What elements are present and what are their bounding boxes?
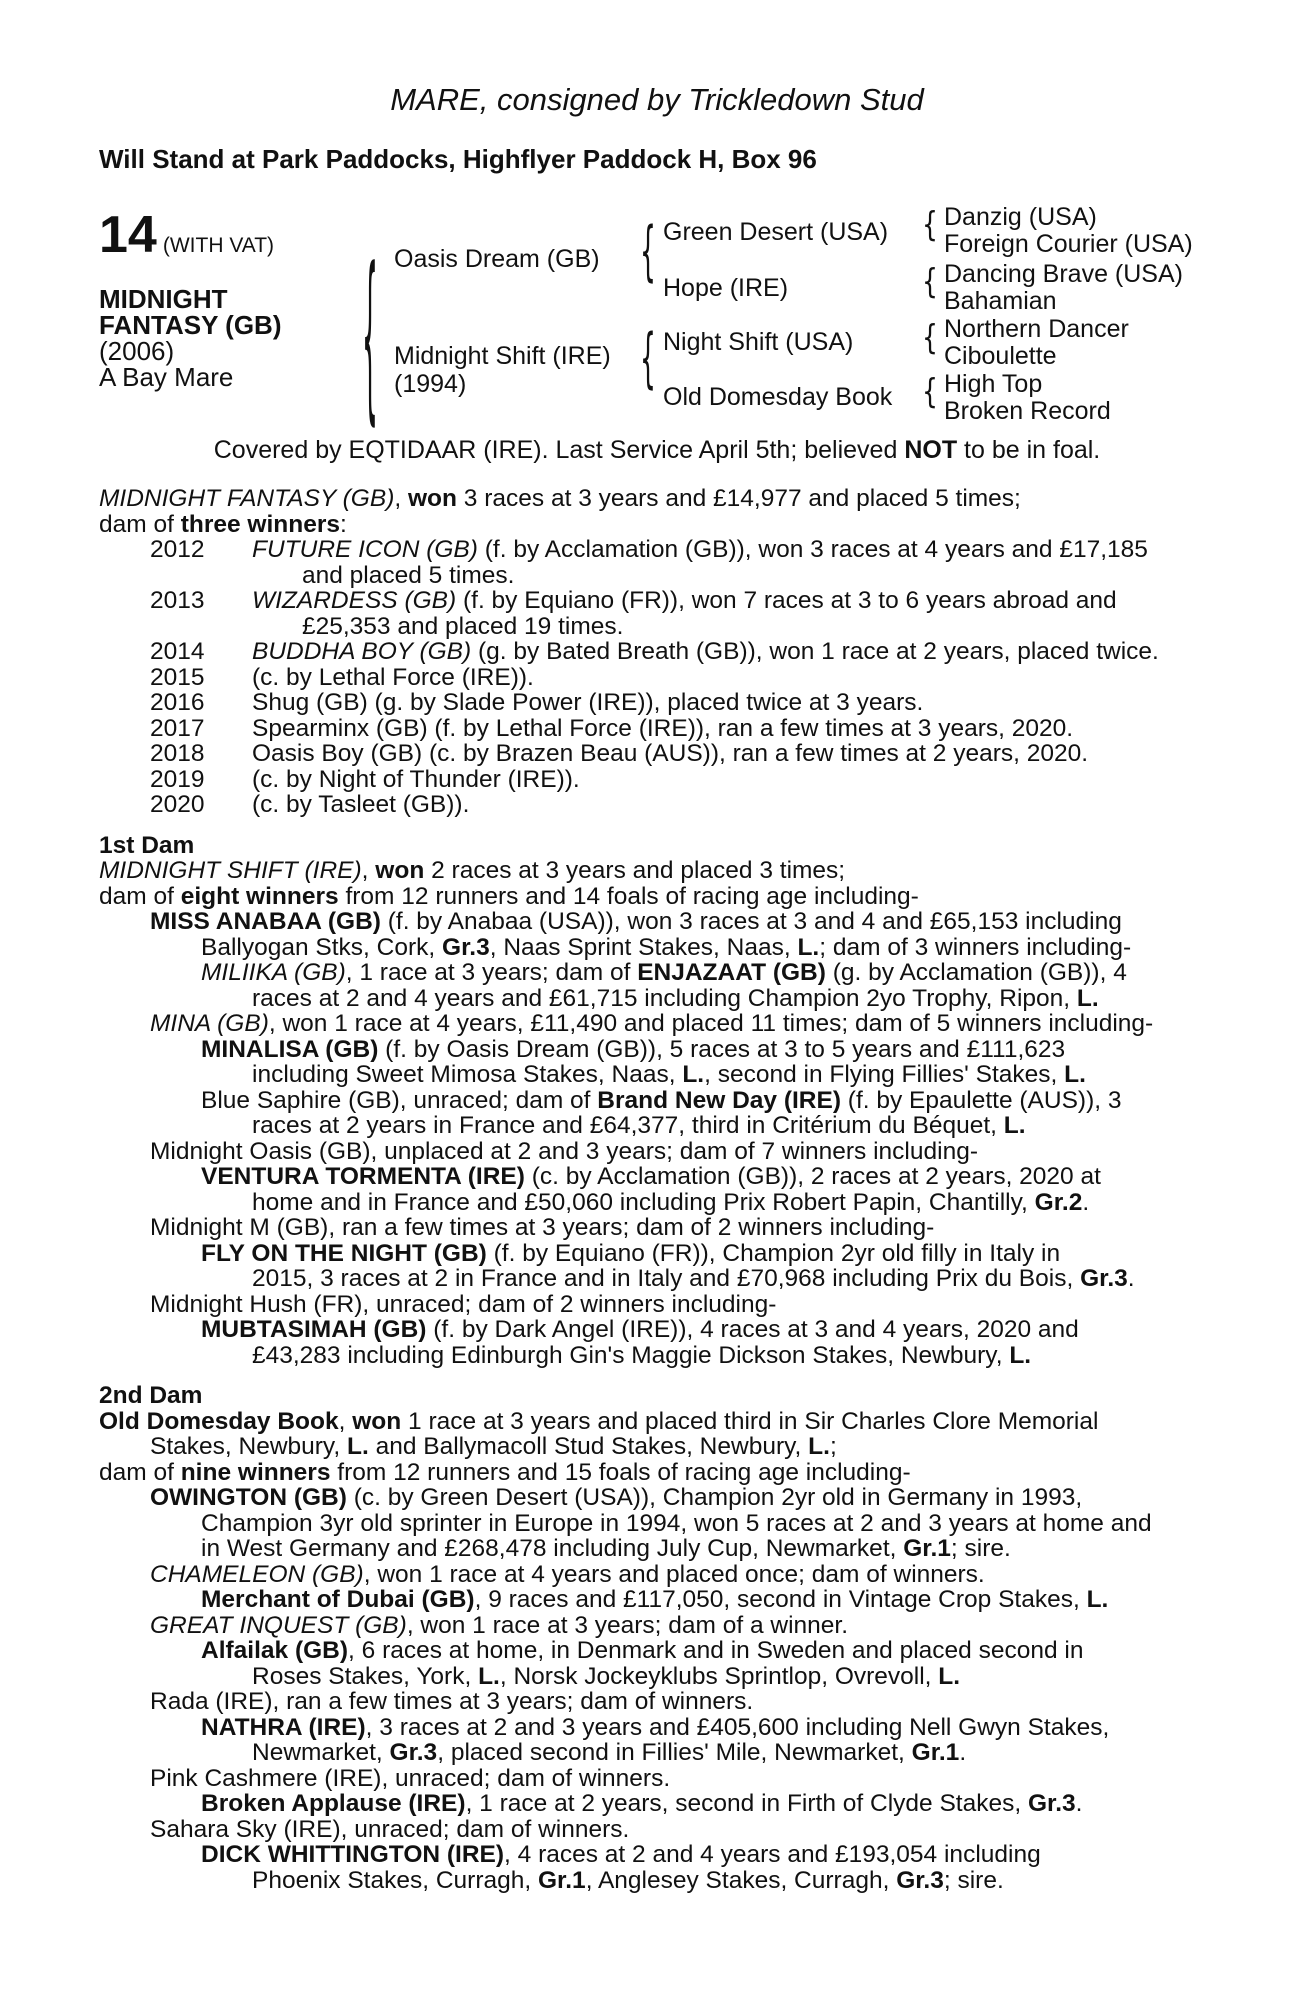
produce-intro: MIDNIGHT FANTASY (GB), won 3 races at 3 years and £14,977 and placed 5 times;	[99, 485, 1021, 512]
covering-not: NOT	[904, 436, 958, 464]
first-dam-line: Midnight Hush (FR), unraced; dam of 2 winners including-	[150, 1290, 777, 1318]
covering-text-end: to be in foal.	[957, 436, 1101, 464]
second-dam-line: dam of nine winners from 12 runners and 15 foals of racing age including-	[99, 1458, 911, 1486]
first-dam-line: MISS ANABAA (GB) (f. by Anabaa (USA)), won 3 races at 3 and 4 and £65,153 including	[150, 908, 1122, 935]
produce-row: 2012 FUTURE ICON (GB) (f. by Acclamation (GB)), won 3 races at 4 years and £17,185	[150, 536, 1148, 563]
first-dam-line: including Sweet Mimosa Stakes, Naas, L., second in Flying Fillies' Stakes, L.	[252, 1061, 1086, 1088]
pedigree-g1: Danzig (USA)	[944, 203, 1097, 231]
produce-row: 2019 (c. by Night of Thunder (IRE)).	[150, 765, 580, 793]
horse-description: A Bay Mare	[99, 362, 234, 392]
pedigree-brace-g1: {	[922, 205, 938, 245]
produce-row: 2013 WIZARDESS (GB) (f. by Equiano (FR)), won 7 races at 3 to 6 years abroad and	[150, 587, 1117, 614]
second-dam-line: Merchant of Dubai (GB), 9 races and £117,050, second in Vintage Crop Stakes, L.	[201, 1586, 1109, 1613]
produce-row: 2017 Spearminx (GB) (f. by Lethal Force (IRE)), ran a few times at 3 years, 2020.	[150, 714, 1074, 742]
pedigree-g2: Foreign Courier (USA)	[944, 230, 1193, 258]
first-dam-line: MUBTASIMAH (GB) (f. by Dark Angel (IRE)), 4 races at 3 and 4 years, 2020 and	[201, 1316, 1079, 1343]
lot-number: 14	[99, 206, 157, 264]
produce-row-cont: £25,353 and placed 19 times.	[302, 612, 624, 640]
horse-identity	[99, 286, 281, 390]
first-dam-line: MILIIKA (GB), 1 race at 3 years; dam of ENJAZAAT (GB) (g. by Acclamation (GB)), 4	[201, 959, 1127, 986]
second-dam-line: Pink Cashmere (IRE), unraced; dam of winners.	[150, 1764, 671, 1792]
catalogue-body	[99, 486, 1204, 1893]
first-dam-line: Ballyogan Stks, Cork, Gr.3, Naas Sprint Stakes, Naas, L.; dam of 3 winners including-	[201, 933, 1132, 961]
vat-note: (WITH VAT)	[162, 234, 275, 257]
produce-row: 2020 (c. by Tasleet (GB)).	[150, 791, 470, 818]
pedigree-dam-sire: Night Shift (USA)	[663, 328, 854, 356]
first-dam-line: races at 2 and 4 years and £61,715 including Champion 2yo Trophy, Ripon, L.	[252, 984, 1099, 1012]
first-dam-line: 2015, 3 races at 2 in France and in Italy and £70,968 including Prix du Bois, Gr.3.	[252, 1265, 1135, 1292]
stand-location: Will Stand at Park Paddocks, Highflyer Paddock H, Box 96	[99, 144, 817, 174]
first-dam-line: dam of eight winners from 12 runners and 14 foals of racing age including-	[99, 882, 919, 910]
lot-number-block	[99, 205, 274, 265]
pedigree-g5: Northern Dancer	[944, 315, 1129, 343]
pedigree-g7: High Top	[944, 370, 1043, 398]
pedigree-g8: Broken Record	[944, 397, 1111, 425]
second-dam-line: GREAT INQUEST (GB), won 1 race at 3 years; dam of a winner.	[150, 1611, 849, 1639]
second-dam-line: OWINGTON (GB) (c. by Green Desert (USA)), Champion 2yr old in Germany in 1993,	[150, 1484, 1083, 1511]
second-dam-line: Newmarket, Gr.3, placed second in Fillies' Mile, Newmarket, Gr.1.	[252, 1739, 967, 1766]
pedigree-brace-sire: {	[640, 213, 656, 289]
pedigree-brace-g4: {	[922, 372, 938, 412]
pedigree-sire-sire: Green Desert (USA)	[663, 218, 889, 246]
pedigree-brace-dam: {	[640, 320, 656, 396]
pedigree-g6: Ciboulette	[944, 342, 1057, 370]
second-dam-line: CHAMELEON (GB), won 1 race at 4 years and placed once; dam of winners.	[150, 1560, 985, 1588]
horse-name-line2: FANTASY (GB)	[99, 310, 282, 340]
page-title: MARE, consigned by Trickledown Stud	[390, 82, 924, 117]
covering-note	[0, 436, 1314, 465]
first-dam-line: MIDNIGHT SHIFT (IRE), won 2 races at 3 years and placed 3 times;	[99, 857, 846, 884]
horse-name-line1: MIDNIGHT	[99, 284, 228, 314]
second-dam-line: Broken Applause (IRE), 1 race at 2 years, second in Firth of Clyde Stakes, Gr.3.	[201, 1790, 1083, 1817]
first-dam-line: MINA (GB), won 1 race at 4 years, £11,490 and placed 11 times; dam of 5 winners including-	[150, 1010, 1154, 1037]
second-dam-line: Rada (IRE), ran a few times at 3 years; dam of winners.	[150, 1688, 754, 1715]
first-dam-line: £43,283 including Edinburgh Gin's Maggie Dickson Stakes, Newbury, L.	[252, 1341, 1032, 1369]
pedigree-sire-dam: Hope (IRE)	[663, 274, 789, 302]
first-dam-line: Blue Saphire (GB), unraced; dam of Brand New Day (IRE) (f. by Epaulette (AUS)), 3	[201, 1086, 1122, 1114]
produce-row: 2014 BUDDHA BOY (GB) (g. by Bated Breath (GB)), won 1 race at 2 years, placed twice.	[150, 638, 1159, 665]
pedigree-g4: Bahamian	[944, 287, 1057, 315]
produce-dam-of: dam of three winners:	[99, 510, 347, 538]
first-dam-line: Midnight Oasis (GB), unplaced at 2 and 3 years; dam of 7 winners including-	[150, 1137, 978, 1165]
second-dam-line: Alfailak (GB), 6 races at home, in Denmark and in Sweden and placed second in	[201, 1637, 1084, 1664]
second-dam-line: Roses Stakes, York, L., Norsk Jockeyklubs Sprintlop, Ovrevoll, L.	[252, 1662, 961, 1690]
second-dam-line: in West Germany and £268,478 including July Cup, Newmarket, Gr.1; sire.	[201, 1535, 1011, 1562]
pedigree-g3: Dancing Brave (USA)	[944, 260, 1183, 288]
produce-row: 2018 Oasis Boy (GB) (c. by Brazen Beau (AUS)), ran a few times at 2 years, 2020.	[150, 740, 1089, 767]
second-dam-line: Stakes, Newbury, L. and Ballymacoll Stud Stakes, Newbury, L.;	[150, 1433, 837, 1460]
second-dam-line: NATHRA (IRE), 3 races at 2 and 3 years and £405,600 including Nell Gwyn Stakes,	[201, 1713, 1110, 1741]
pedigree-sire: Oasis Dream (GB)	[394, 245, 600, 273]
produce-row: 2015 (c. by Lethal Force (IRE)).	[150, 663, 534, 691]
produce-row-cont: and placed 5 times.	[302, 561, 515, 589]
second-dam-heading: 2nd Dam	[99, 1382, 203, 1409]
covering-text: Covered by EQTIDAAR (IRE). Last Service April 5th; believed	[213, 436, 905, 464]
first-dam-line: Midnight M (GB), ran a few times at 3 years; dam of 2 winners including-	[150, 1214, 935, 1241]
first-dam-line: races at 2 years in France and £64,377, third in Critérium du Béquet, L.	[252, 1112, 1026, 1139]
second-dam-line: Sahara Sky (IRE), unraced; dam of winners.	[150, 1815, 630, 1843]
pedigree-dam-year: (1994)	[394, 370, 467, 398]
pedigree-dam-dam: Old Domesday Book	[663, 383, 893, 411]
first-dam-line: home and in France and £50,060 including Prix Robert Papin, Chantilly, Gr.2.	[252, 1188, 1090, 1216]
first-dam-line: MINALISA (GB) (f. by Oasis Dream (GB)), 5 races at 3 to 5 years and £111,623	[201, 1035, 1066, 1063]
second-dam-line: Phoenix Stakes, Curragh, Gr.1, Anglesey Stakes, Curragh, Gr.3; sire.	[252, 1866, 1004, 1894]
horse-year: (2006)	[99, 336, 175, 366]
second-dam-line: Champion 3yr old sprinter in Europe in 1994, won 5 races at 2 and 3 years at home and	[201, 1509, 1152, 1537]
first-dam-heading: 1st Dam	[99, 831, 195, 859]
second-dam-line: DICK WHITTINGTON (IRE), 4 races at 2 and 4 years and £193,054 including	[201, 1841, 1041, 1868]
second-dam-line: Old Domesday Book, won 1 race at 3 years and placed third in Sir Charles Clore Memorial	[99, 1407, 1099, 1435]
pedigree-brace-g3: {	[922, 318, 938, 358]
produce-row: 2016 Shug (GB) (g. by Slade Power (IRE)), placed twice at 3 years.	[150, 689, 924, 716]
pedigree-dam: Midnight Shift (IRE)	[394, 342, 611, 370]
first-dam-line: VENTURA TORMENTA (IRE) (c. by Acclamation (GB)), 2 races at 2 years, 2020 at	[201, 1163, 1101, 1190]
pedigree-brace-g2: {	[922, 262, 938, 302]
first-dam-line: FLY ON THE NIGHT (GB) (f. by Equiano (FR)), Champion 2yr old filly in Italy in	[201, 1239, 1061, 1267]
pedigree-brace-main: {	[362, 230, 378, 442]
